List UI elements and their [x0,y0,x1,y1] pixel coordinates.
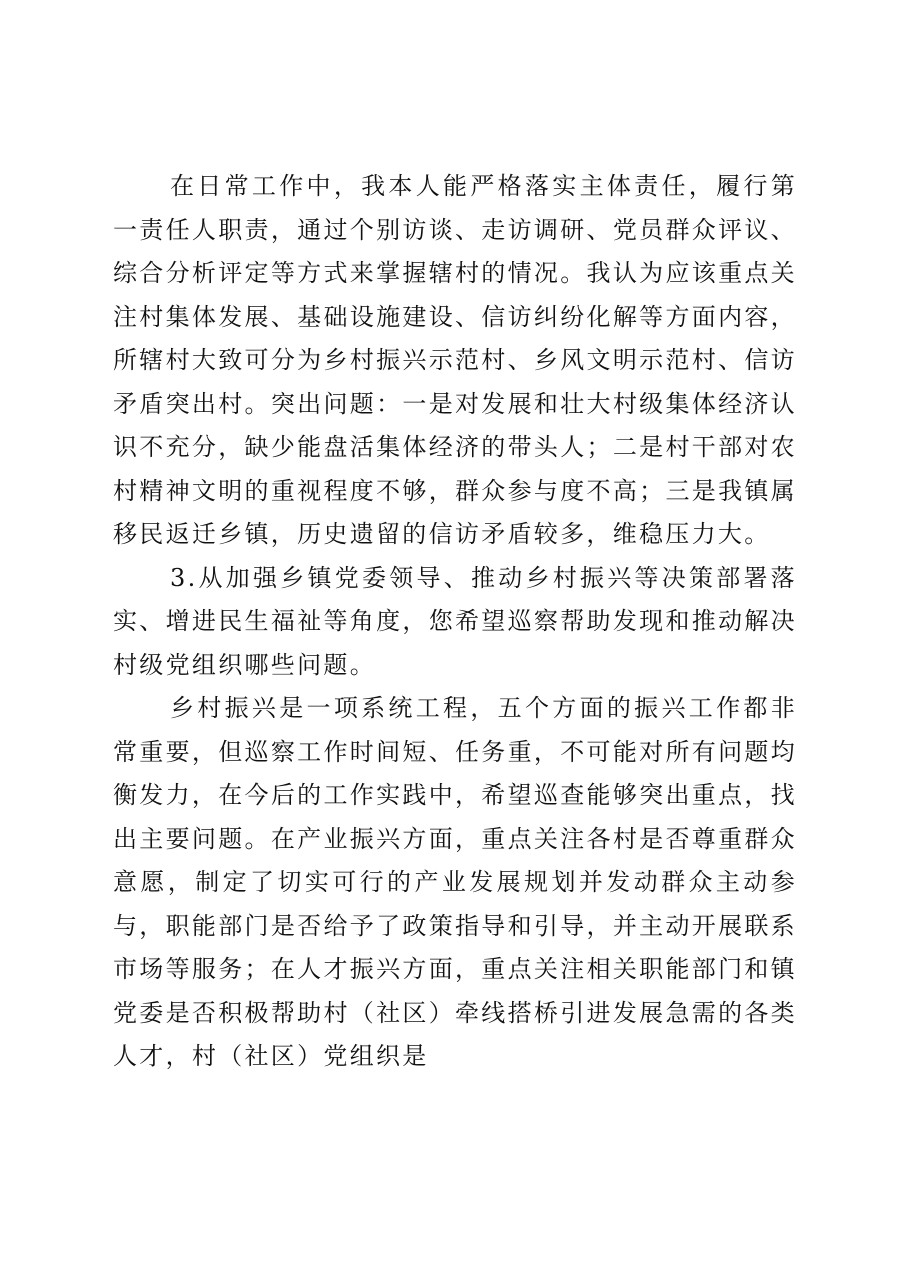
paragraph-situation: 在日常工作中，我本人能严格落实主体责任，履行第一责任人职责，通过个别访谈、走访调研、党员群众评议、综合分析评定等方式来掌握辖村的情况。我认为应该重点关注村集体发展、基础设施建设、信访纠纷化解等方面内容，所辖村大致可分为乡村振兴示范村、乡风文明示范村、信访矛盾突出村。突出问题：一是对发展和壮大村级集体经济认识不充分，缺少能盘活集体经济的带头人；二是村干部对农村精神文明的重视程度不够，群众参与度不高；三是我镇属移民返迁乡镇，历史遗留的信访矛盾较多，维稳压力大。 [113,172,797,548]
paragraph-question-3: 3.从加强乡镇党委领导、推动乡村振兴等决策部署落实、增进民生福祉等角度，您希望巡察帮助发现和推动解决村级党组织哪些问题。 [113,563,797,679]
document-body [113,165,797,1079]
paragraph-rural-revitalization: 乡村振兴是一项系统工程，五个方面的振兴工作都非常重要，但巡察工作时间短、任务重，不可能对所有问题均衡发力，在今后的工作实践中，希望巡查能够突出重点，找出主要问题。在产业振兴方面，重点关注各村是否尊重群众意愿，制定了切实可行的产业发展规划并发动群众主动参与，职能部门是否给予了政策指导和引导，并主动开展联系市场等服务；在人才振兴方面，重点关注相关职能部门和镇党委是否积极帮助村（社区）牵线搭桥引进发展急需的各类人才，村（社区）党组织是 [113,694,797,1070]
